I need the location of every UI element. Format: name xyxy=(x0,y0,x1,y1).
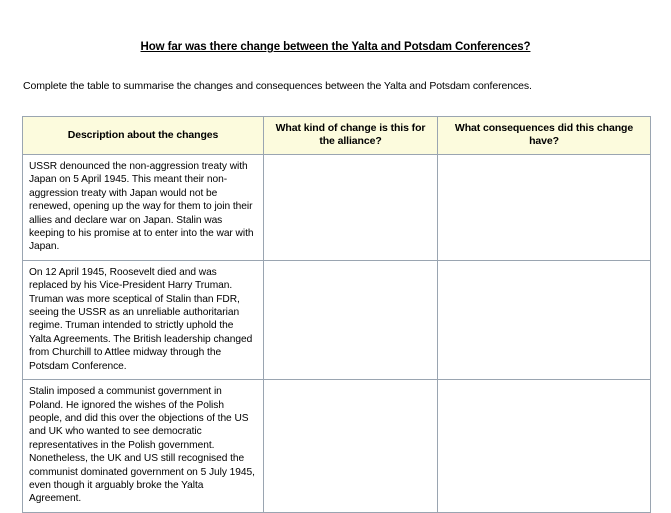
table-row xyxy=(23,260,651,379)
cell-kind-of-change[interactable] xyxy=(264,260,438,379)
column-header-consequences: What consequences did this change have? xyxy=(438,117,651,155)
cell-kind-of-change[interactable] xyxy=(264,155,438,261)
instruction-text: Complete the table to summarise the changes and consequences between the Yalta and Potsdam conferences. xyxy=(23,80,532,92)
cell-description: USSR denounced the non-aggression treaty with Japan on 5 April 1945. This meant their non-aggression treaty with Japan would not be renewed, opening up the way for them to join their allies and declare war on Japan. Stalin was keeping to his promise at to enter into the war with Japan. xyxy=(23,155,264,261)
cell-consequences[interactable] xyxy=(438,380,651,513)
page-title: How far was there change between the Yalta and Potsdam Conferences? xyxy=(140,41,531,53)
cell-consequences[interactable] xyxy=(438,155,651,261)
cell-kind-of-change[interactable] xyxy=(264,380,438,513)
cell-description: On 12 April 1945, Roosevelt died and was replaced by his Vice-President Harry Truman. Truman was more sceptical of Stalin than FDR, seeing the USSR as an unreliable authoritarian regime. Truman intended to strictly uphold the Yalta Agreements. The British leadership changed from Churchill to Attlee midway through the Potsdam Conference. xyxy=(23,260,264,379)
table-row xyxy=(23,155,651,261)
table-row xyxy=(23,380,651,513)
column-header-kind-of-change: What kind of change is this for the alliance? xyxy=(264,117,438,155)
column-header-description: Description about the changes xyxy=(23,117,264,155)
changes-consequences-table xyxy=(22,116,651,513)
cell-description: Stalin imposed a communist government in Poland. He ignored the wishes of the Polish people, and did this over the objections of the US and UK who wanted to see democratic representatives in the Polish government. Nonetheless, the UK and US still recognised the communist dominated government on 5 July 1945, even though it arguably broke the Yalta Agreement. xyxy=(23,380,264,513)
cell-consequences[interactable] xyxy=(438,260,651,379)
table-header-row xyxy=(23,117,651,155)
